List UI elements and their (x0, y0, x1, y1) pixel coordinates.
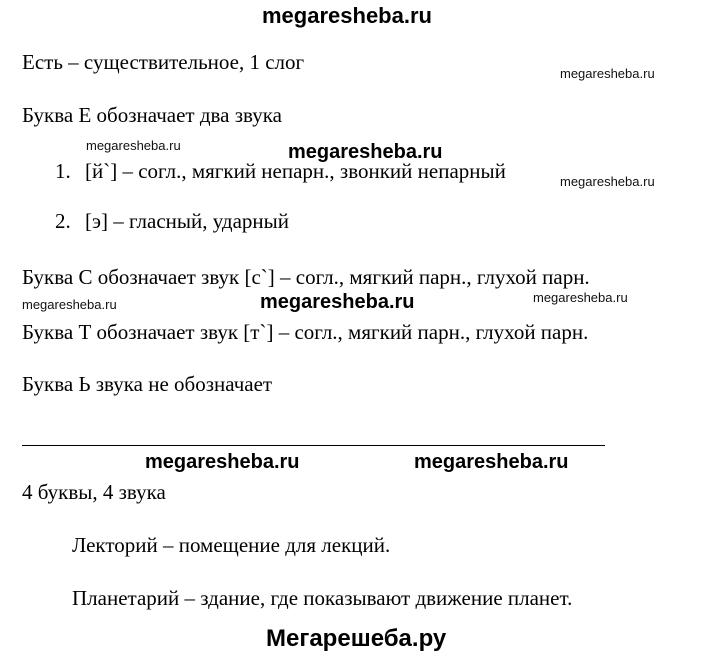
text-line-letter-t: Буква Т обозначает звук [т`] – согл., мягкий парн., глухой парн. (22, 320, 589, 344)
watermark-big: megaresheba.ru (288, 141, 443, 163)
watermark-small: megaresheba.ru (22, 297, 117, 312)
divider-line (22, 445, 605, 446)
text-line-lectorium: Лекторий – помещение для лекций. (72, 533, 391, 557)
text-line-letters-sounds: 4 буквы, 4 звука (22, 480, 166, 504)
list-item-text: [э] – гласный, ударный (85, 209, 290, 233)
watermark-small: megaresheba.ru (86, 138, 181, 153)
text-line-word-analysis: Есть – существительное, 1 слог (22, 50, 305, 74)
watermark-small: megaresheba.ru (560, 66, 655, 81)
text-line-planetarium: Планетарий – здание, где показывают движение планет. (72, 586, 573, 610)
watermark-big: megaresheba.ru (260, 291, 415, 313)
watermark-small: megaresheba.ru (533, 290, 628, 305)
list-item-1 (55, 159, 506, 183)
watermark-bottom: Мегарешеба.ру (266, 625, 447, 652)
list-item-2 (55, 209, 289, 233)
text-line-soft-sign: Буква Ь звука не обозначает (22, 372, 273, 396)
watermark-top: megaresheba.ru (262, 3, 432, 28)
watermark-big: megaresheba.ru (145, 451, 300, 473)
list-item-number: 1. (55, 159, 71, 183)
list-item-number: 2. (55, 209, 71, 233)
list-item-text: [й`] – согл., мягкий непарн., звонкий непарный (85, 159, 506, 183)
watermark-big: megaresheba.ru (414, 451, 569, 473)
text-line-letter-e: Буква Е обозначает два звука (22, 103, 282, 127)
watermark-small: megaresheba.ru (560, 174, 655, 189)
text-line-letter-s: Буква С обозначает звук [с`] – согл., мягкий парн., глухой парн. (22, 265, 590, 289)
